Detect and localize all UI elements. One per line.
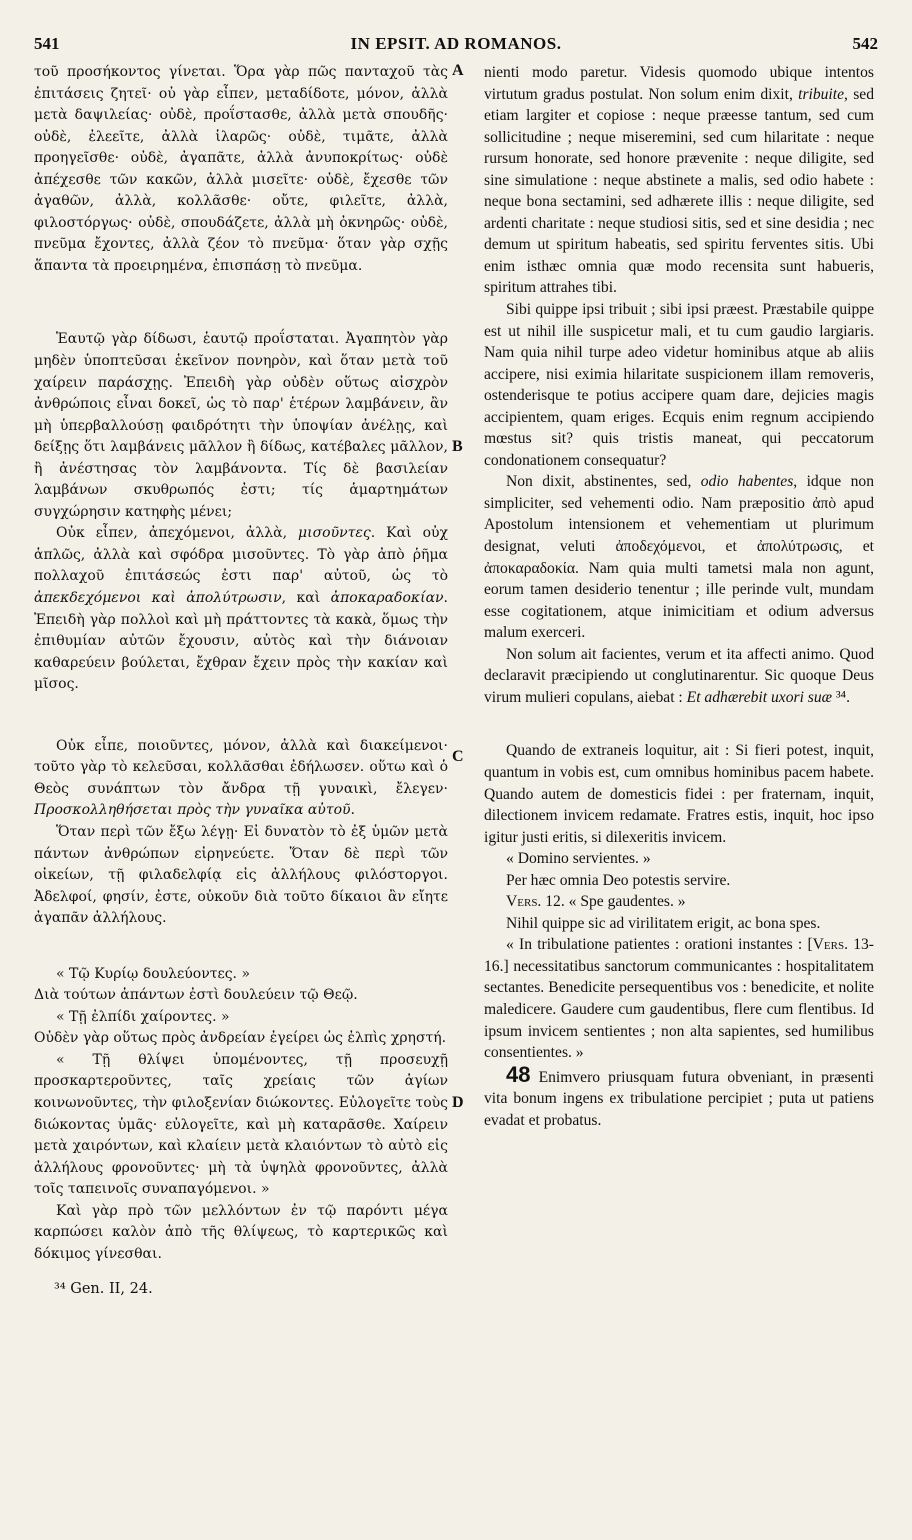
running-header	[34, 34, 878, 56]
greek-italic-term: μισοῦντες	[298, 525, 371, 542]
verse-reference: Vers. 12.	[506, 893, 565, 911]
greek-lemma: « Τῇ ἐλπίδι χαίροντες. »	[56, 1008, 230, 1025]
greek-lemma: « Τῇ θλίψει ὑπομένοντες, τῇ προσευχῇ προσκαρτεροῦντες, ταῖς χρείαις τῶν ἁγίων κοινωνοῦντες, τὴν φιλοξενίαν διώκοντες. Εὐλογεῖτε τοὺς διώκοντας ὑμᾶς· εὐλογεῖτε, καὶ μὴ καταρᾶσθε. Χαίρειν μετὰ χαιρόντων, καὶ κλαίειν μετὰ κλαιόντων τὸ αὐτὸ εἰς ἀλλήλους φρονοῦντες· μὴ τὰ ὑψηλὰ φρονοῦντες, ἀλλὰ τοῖς ταπεινοῖς συναπαγόμενοι. »	[34, 1051, 448, 1198]
latin-paragraph: Non solum ait facientes, verum et ita affecti animo. Quod declaravit præcipiendo ut conglutinarentur. Sic quoque Deus virum mulieri copulans, aiebat : Et adhærebit uxori suæ ³⁴.	[484, 645, 874, 706]
margin-marker-d: D	[452, 1094, 464, 1111]
greek-lemma: « Τῷ Κυρίῳ δουλεύοντες. »	[56, 965, 251, 982]
latin-italic-term: tribuite	[798, 85, 845, 103]
greek-italic-term: ἀποκαραδοκίαν	[330, 590, 444, 607]
greek-paragraph: Οὐκ εἶπεν, ἀπεχόμενοι, ἀλλὰ, μισοῦντες. Καὶ οὐχ ἁπλῶς, ἀλλὰ καὶ σφόδρα μισοῦντες. Τὸ γὰρ ἀπὸ ῥῆμα πολλαχοῦ ἐπιτάσεώς ἐστι παρ' αὐτοῦ, ὡς τὸ ἀπεκδεχόμενοι καὶ ἀπολύτρωσιν, καὶ ἀποκαραδοκίαν. Ἐπειδὴ γὰρ πολλοὶ καὶ μὴ πράττοντες τὰ κακὰ, ὅμως τὴν ἐπιθυμίαν αὐτῶν ἔχουσιν, αὐτὸς καὶ τὴν διάνοιαν καθαρεύειν βούλεται, ἔχθραν ἔχειν πρὸς τὴν κακίαν καὶ μῖσος.	[34, 525, 448, 693]
right-page-number: 542	[852, 34, 878, 53]
running-title: IN EPSIT. AD ROMANOS.	[350, 34, 562, 53]
greek-paragraph: Διὰ τούτων ἁπάντων ἐστὶ δουλεύειν τῷ Θεῷ.	[34, 987, 358, 1004]
latin-scripture-quote: Et adhærebit uxori suæ	[686, 688, 833, 706]
margin-marker-c: C	[452, 748, 464, 765]
latin-lemma: Vers. 12. « Spe gaudentes. »	[506, 893, 686, 911]
left-page-number: 541	[34, 34, 60, 53]
greek-italic-term: ἀπεκδεχόμενοι καὶ ἀπολύτρωσιν	[34, 590, 282, 607]
section-number: 48	[506, 1061, 531, 1087]
latin-paragraph: Per hæc omnia Deo potestis servire.	[506, 871, 731, 889]
latin-paragraph: Nihil quippe sic ad virilitatem erigit, ac bona spes.	[506, 914, 821, 932]
greek-paragraph: Ὅταν περὶ τῶν ἔξω λέγῃ· Εἰ δυνατὸν τὸ ἐξ ὑμῶν μετὰ πάντων ἀνθρώπων εἰρηνεύετε. Ὅταν δὲ περὶ τῶν οἰκείων, τῇ φιλαδελφίᾳ εἰς ἀλλήλους φιλόστοργοι. Ἀδελφοί, φησίν, ἐστε, οὐκοῦν διὰ τοῦτο δίκαιοι ἂν εἴητε ἀγαπᾶν ἀλλήλους.	[34, 823, 448, 927]
latin-paragraph: Sibi quippe ipsi tribuit ; sibi ipsi præest. Præstabile quippe est ut nihil ille suspicetur mali, et tu cum gaudio largiaris. Nam quia nihil turpe adeo videtur hominibus atque ab aliis accipere, nisi eximia hilaritate suspicionem illam removeris, ostenderisque te potius accipere quam dare, dejicies magis accipientem, quam eriges. Ecquis enim regnum accipiendo mœstus sit? quis tristis maneat, qui peccatorum condonationem consequatur?	[484, 301, 874, 469]
verse-reference: Vers. 13-16.	[484, 936, 874, 975]
greek-column	[34, 62, 448, 1301]
greek-paragraph: Ἑαυτῷ γὰρ δίδωσι, ἑαυτῷ προΐσταται. Ἀγαπητὸν γὰρ μηδὲν ὑποπτεῦσαι ἐκεῖνον πονηρὸν, καὶ ὅταν μετὰ τοῦ χαίρειν παράσχῃς. Ἐπειδὴ γὰρ οὐδὲν οὕτως αἰσχρὸν ἀνθρώποις εἶναι δοκεῖ, ὡς τὸ παρ' ἑτέρων λαμβάνειν, ἂν μὴ ὑπερβαλλούσῃ φαιδρότητι τὴν ὑποψίαν ἀνέλῃς, καὶ δείξῃς ὅτι λαμβάνεις μᾶλλον ἢ δίδως, κατέβαλες μᾶλλον, ἢ ἀνέστησας τὸν λαμβάνοντα. Τίς δὲ βασιλείαν λαμβάνων σκυθρωπός ἐστι; τίς ἁμαρτημάτων συγχώρησιν κατηφὴς μένει;	[34, 331, 448, 520]
latin-paragraph: nienti modo paretur. Videsis quomodo ubique intentos virtutum gradus postulat. Non solum enim dixit, tribuite, sed etiam largiter et copiose : neque præesse tantum, sed cum sollicitudine ; neque miseremini, sed cum hilaritate : neque rursum honorate, sed honore prævenite : neque diligite, sed sine simulatione : neque abstinete a malis, sed odio habete : neque bona sectamini, sed adhærete illis : neque diligite, sed ardenti charitate : neque studiosi sitis, sed et sine desidia ; nec demum ut spiritum habeatis, sed spiritu ferventes sitis. Ubi enim isthæc omnia quæ modo recensita sunt habueris, spiritum attrahes tibi.	[484, 64, 874, 297]
greek-scripture-quote: Προσκολληθήσεται πρὸς τὴν γυναῖκα αὐτοῦ	[34, 802, 351, 819]
latin-paragraph: Non dixit, abstinentes, sed, odio habentes, idque non simpliciter, sed vehementi odio. Nam præpositio ἀπὸ apud Apostolum intensionem et vehementiam ut plurimum designat, veluti ἀποδεχόμενοι, et ἀπολύτρωσις, et ἀποκαραδοκία. Nam quia multi tametsi mala non agunt, eorum tamen desiderio tenentur ; ille perinde vult, mundam esse cogitationem, atque inimicitiam et odium adversus malum exerceri.	[484, 473, 874, 642]
latin-column	[484, 62, 874, 1131]
footnote: ³⁴ Gen. II, 24.	[54, 1281, 153, 1298]
margin-marker-b: B	[452, 438, 463, 455]
greek-paragraph: Οὐδὲν γὰρ οὕτως πρὸς ἀνδρείαν ἐγείρει ὡς ἐλπὶς χρηστή.	[34, 1030, 447, 1047]
greek-paragraph: Καὶ γὰρ πρὸ τῶν μελλόντων ἐν τῷ παρόντι μέγα καρπώσει καλὸν ἀπὸ τῆς θλίψεως, τὸ καρτερικῶς καὶ δόκιμος γίνεσθαι.	[34, 1202, 448, 1262]
latin-italic-term: odio habentes	[700, 473, 794, 491]
greek-paragraph: τοῦ προσήκοντος γίνεται. Ὅρα γὰρ πῶς πανταχοῦ τὰς ἐπιτάσεις ζητεῖ· οὐ γὰρ εἶπεν, μεταδίδοτε, μόνον, ἀλλὰ μετὰ δαψιλείας· οὐδὲ, προΐστασθε, ἀλλὰ μετὰ σπουδῆς· οὐδὲ, ἐλεεῖτε, ἀλλὰ ἱλαρῶς· οὐδὲ, τιμᾶτε, ἀλλὰ προηγεῖσθε· οὐδὲ, ἀγαπᾶτε, ἀλλὰ ἀνυποκρίτως· οὐδὲ ἀπέχεσθε τῶν κακῶν, ἀλλὰ μισεῖτε· οὐδὲ, ἔχεσθε τῶν ἀγαθῶν, ἀλλὰ, κολλᾶσθε· οὔτε, φιλεῖτε, ἀλλὰ, φιλοστόργως· οὐδὲ, σπουδάζετε, ἀλλὰ μὴ ὀκνηρῶς· οὐδὲ, πνεῦμα ἔχοντες, ἀλλὰ ζέον τὸ πνεῦμα· ὅταν γὰρ σχῇς ἅπαντα τὰ προειρημένα, ἐπισπάσῃ τὸ πνεῦμα.	[34, 64, 448, 274]
greek-paragraph: Οὐκ εἶπε, ποιοῦντες, μόνον, ἀλλὰ καὶ διακείμενοι· τοῦτο γὰρ τὸ κελεῦσαι, κολλᾶσθαι ἐδήλωσεν. οὕτω καὶ ὁ Θεὸς συνάπτων τὸν ἄνδρα τῇ γυναικὶ, ἔλεγεν· Προσκολληθήσεται πρὸς τὴν γυναῖκα αὐτοῦ.	[34, 737, 448, 819]
margin-marker-a: A	[452, 62, 464, 79]
latin-paragraph: 48 Enimvero priusquam futura obveniant, in præsenti vita bonum ingens ex tribulatione percipiet ; puta ut patiens evadat et probatus.	[484, 1061, 874, 1129]
latin-lemma: « In tribulatione patientes : orationi instantes : [Vers. 13-16.] necessitatibus sanctorum communicantes : hospitalitatem sectantes. Benedicite persequentibus vos : benedicite, et nolite maledicere. Gaudere cum gaudentibus, flere cum flentibus. Id ipsum invicem sentientes ; non alta sapientes, sed humilibus consentientes. »	[484, 936, 874, 1062]
latin-lemma: « Domino servientes. »	[506, 850, 651, 868]
latin-paragraph: Quando de extraneis loquitur, ait : Si fieri potest, inquit, quantum in vobis est, cum omnibus hominibus pacem habete. Quando autem de domesticis fidei : per fraternam, inquit, dilectionem invicem redamate. Fratres estis, inquit, hoc ipso igitur justi eritis, si dilexeritis invicem.	[484, 742, 874, 846]
